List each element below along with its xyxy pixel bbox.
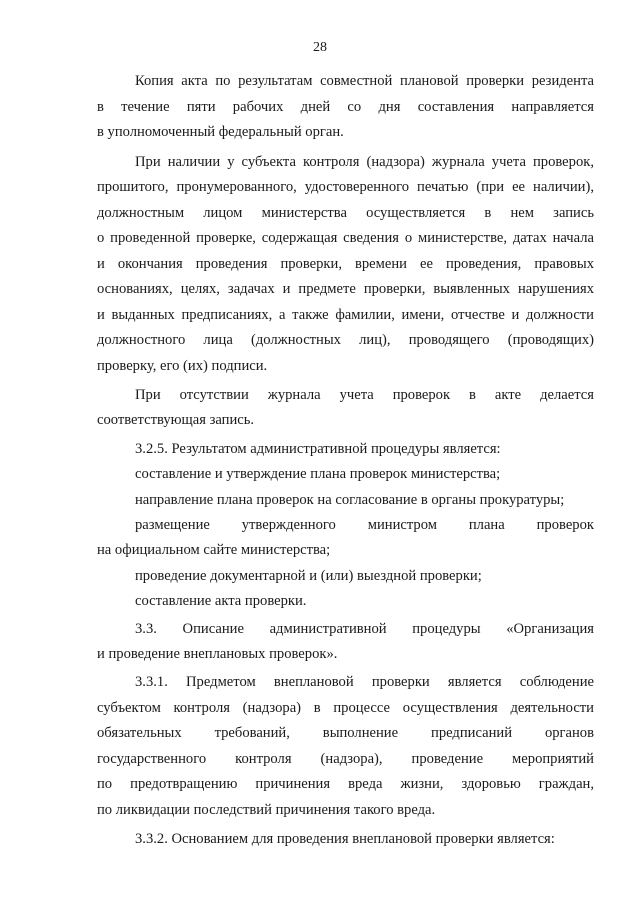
text-line: должностного лица (должностных лиц), проводящего (проводящих) xyxy=(97,332,594,348)
text-line: и окончания проведения проверки, времени ее проведения, правовых xyxy=(97,256,594,272)
text-line: и проведение внеплановых проверок». xyxy=(97,646,338,662)
text-line: При отсутствии журнала учета проверок в акте делается xyxy=(135,387,594,403)
text-line: основаниях, целях, задачах и предмете проверки, выявленных нарушениях xyxy=(97,281,594,297)
text-line: 3.3.2. Основанием для проведения внеплановой проверки является: xyxy=(135,831,555,847)
text-line: проверку, его (их) подписи. xyxy=(97,358,268,374)
text-line: соответствующая запись. xyxy=(97,412,255,428)
text-line: 3.2.5. Результатом административной процедуры является: xyxy=(135,441,501,457)
text-line: обязательных требований, выполнение предписаний органов xyxy=(97,725,594,741)
text-line: субъектом контроля (надзора) в процессе осуществления деятельности xyxy=(97,700,594,716)
text-line: При наличии у субъекта контроля (надзора) журнала учета проверок, xyxy=(135,154,594,170)
text-line: составление и утверждение плана проверок министерства; xyxy=(135,466,501,482)
text-line: составление акта проверки. xyxy=(135,593,307,609)
page-number: 28 xyxy=(313,40,327,55)
text-line: и выданных предписаниях, а также фамилии, имени, отчестве и должности xyxy=(97,307,594,323)
text-line: должностным лицом министерства осуществляется в нем запись xyxy=(97,205,594,221)
text-line: в течение пяти рабочих дней со дня составления направляется xyxy=(97,99,594,115)
text-line: размещение утвержденного министром плана проверок xyxy=(135,517,594,533)
text-line: о проведенной проверке, содержащая сведения о министерстве, датах начала xyxy=(97,230,594,246)
text-line: в уполномоченный федеральный орган. xyxy=(97,124,344,140)
text-line: Копия акта по результатам совместной плановой проверки резидента xyxy=(135,73,594,89)
text-line: по ликвидации последствий причинения такого вреда. xyxy=(97,802,436,818)
text-line: 3.3.1. Предметом внеплановой проверки является соблюдение xyxy=(135,674,594,690)
text-line: проведение документарной и (или) выездной проверки; xyxy=(135,568,482,584)
text-line: по предотвращению причинения вреда жизни, здоровью граждан, xyxy=(97,776,594,792)
text-line: на официальном сайте министерства; xyxy=(97,542,331,558)
text-line: прошитого, пронумерованного, удостоверенного печатью (при ее наличии), xyxy=(97,179,594,195)
text-line: государственного контроля (надзора), проведение мероприятий xyxy=(97,751,594,767)
text-line: 3.3. Описание административной процедуры «Организация xyxy=(135,621,594,637)
text-line: направление плана проверок на согласование в органы прокуратуры; xyxy=(135,492,565,508)
